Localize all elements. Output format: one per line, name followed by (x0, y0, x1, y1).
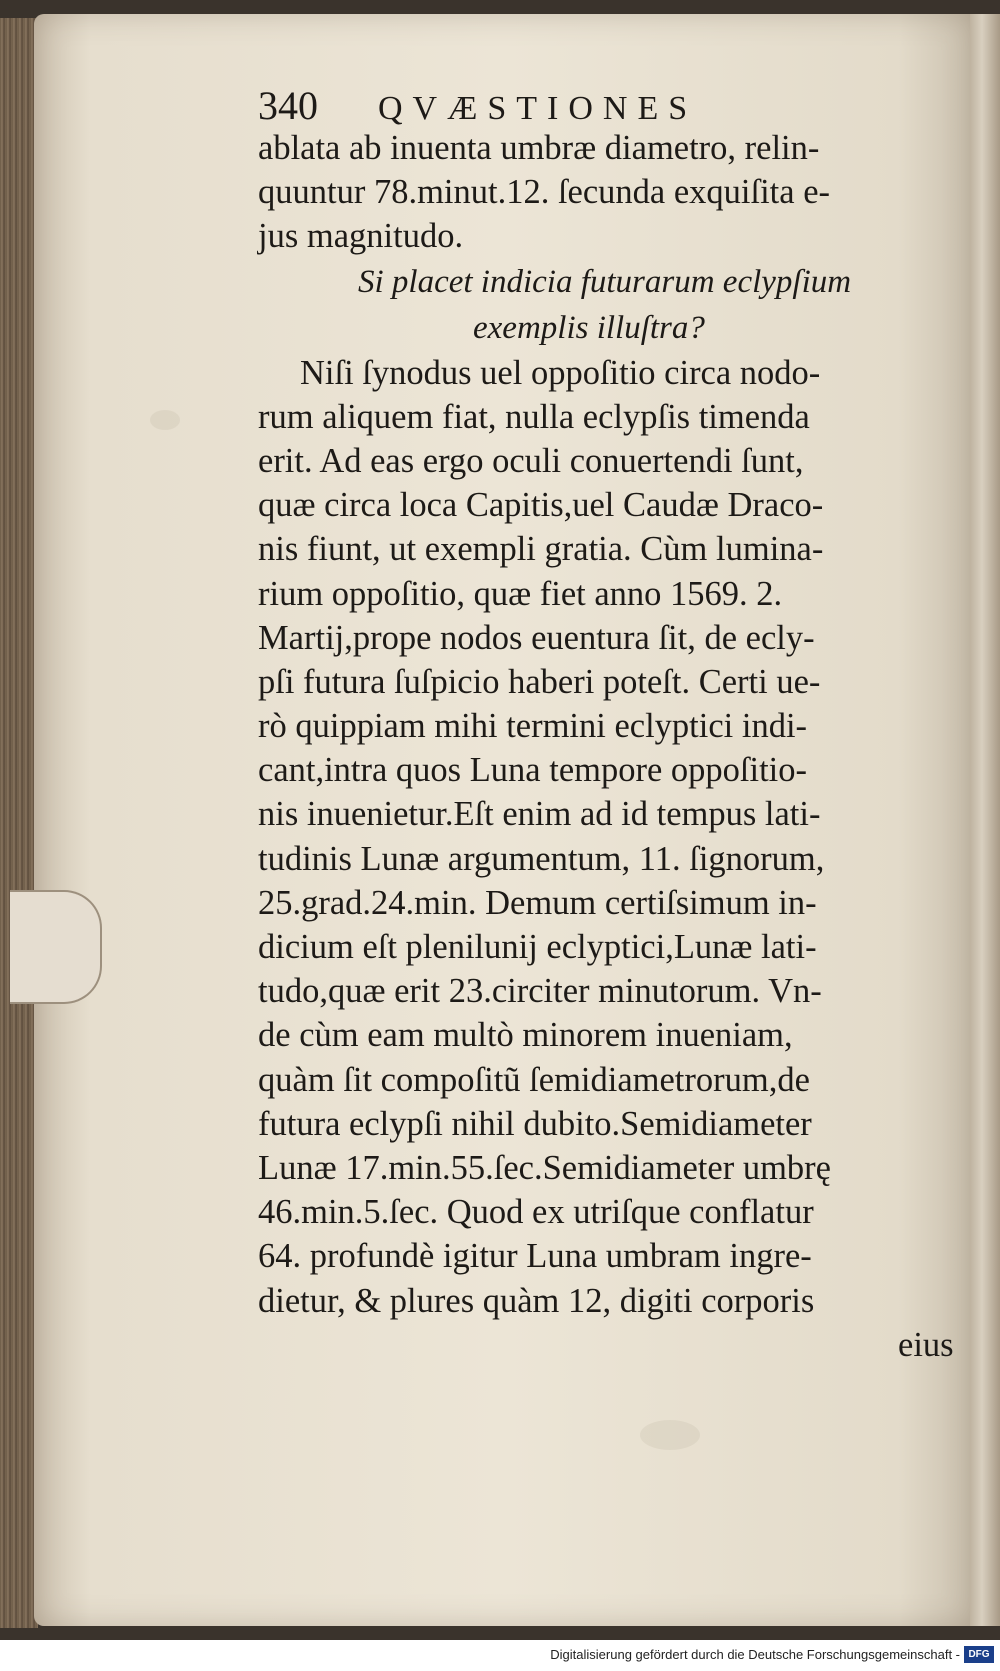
text-line: nis fiunt, ut exempli gratia. Cùm lumina- (258, 530, 824, 569)
text-line: quuntur 78.minut.12. ſecunda exquiſita e- (258, 173, 830, 212)
dfg-logo: DFG (964, 1646, 994, 1663)
text-line: cant,intra quos Luna tempore oppoſitio- (258, 751, 807, 790)
running-head: QVÆSTIONES (378, 90, 698, 127)
paper-stain (150, 410, 180, 430)
text-line: quæ circa loca Capitis,uel Caudæ Draco- (258, 486, 824, 525)
text-line: 46.min.5.ſec. Quod ex utriſque conflatur (258, 1193, 814, 1232)
text-line: tudo,quæ erit 23.circiter minutorum. Vn- (258, 972, 822, 1011)
footer-bar (0, 1640, 1000, 1671)
text-line: Lunæ 17.min.55.ſec.Semidiameter umbrę (258, 1148, 831, 1187)
question-heading: exemplis illuſtra? (473, 309, 705, 346)
text-line: 25.grad.24.min. Demum certiſsimum in- (258, 883, 817, 922)
text-line: erit. Ad eas ergo oculi conuertendi ſunt, (258, 441, 804, 480)
catchword: eius (898, 1325, 954, 1364)
facing-page-edge (970, 14, 1000, 1626)
funding-credit: Digitalisierung gefördert durch die Deutsche Forschungsgemeinschaft - (550, 1647, 960, 1662)
text-line: Martij,prope nodos euentura ſit, de ecly- (258, 618, 815, 657)
text-line: jus magnitudo. (258, 217, 464, 256)
book-page-edges (0, 18, 38, 1628)
page-header (258, 82, 818, 132)
text-block (258, 126, 958, 1367)
text-line: dicium eſt plenilunij eclyptici,Lunæ lati- (258, 928, 817, 966)
text-line: quàm ſit compoſitũ ſemidiametrorum,de (258, 1060, 810, 1099)
page-number: 340 (258, 83, 318, 128)
text-line: pſi futura ſuſpicio haberi poteſt. Certi ue- (258, 662, 821, 701)
text-line: 64. profundè igitur Luna umbram ingre- (258, 1237, 812, 1276)
text-line: dietur, & plures quàm 12, digiti corporis (258, 1281, 815, 1320)
text-line: de cùm eam multò minorem inueniam, (258, 1016, 793, 1055)
text-line: ablata ab inuenta umbræ diametro, relin- (258, 129, 820, 167)
text-line: futura eclypſi nihil dubito.Semidiameter (258, 1104, 812, 1143)
text-line: rò quippiam mihi termini eclyptici indi- (258, 707, 808, 746)
page-clip (10, 890, 102, 1004)
text-line: rium oppoſitio, quæ fiet anno 1569. 2. (258, 574, 783, 613)
text-line: rum aliquem fiat, nulla eclypſis timenda (258, 397, 810, 436)
paper-stain (640, 1420, 700, 1450)
text-line: Niſi ſynodus uel oppoſitio circa nodo- (300, 353, 821, 392)
question-heading: Si placet indicia futurarum eclypſium (358, 263, 852, 300)
text-line: nis inuenietur.Eſt enim ad id tempus lati- (258, 795, 821, 834)
text-line: tudinis Lunæ argumentum, 11. ſignorum, (258, 839, 825, 878)
